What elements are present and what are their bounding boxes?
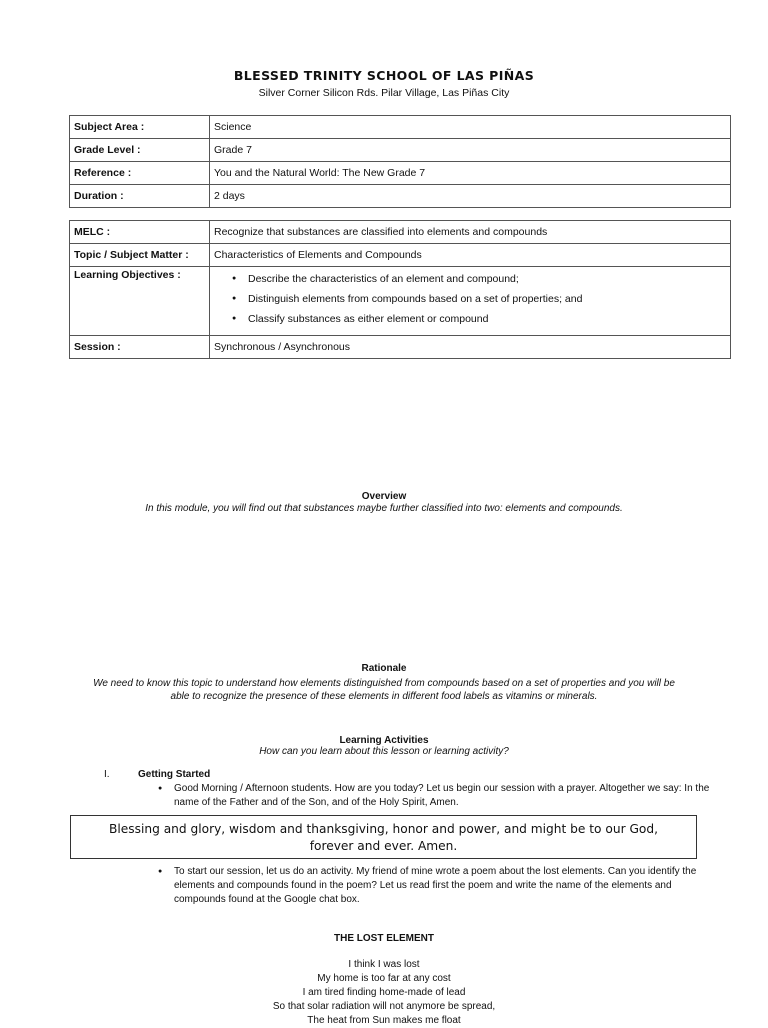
grade-level-value: Grade 7 xyxy=(210,139,731,162)
topic-label: Topic / Subject Matter : xyxy=(70,244,210,267)
subject-area-label: Subject Area : xyxy=(70,116,210,139)
objectives-label: Learning Objectives : xyxy=(70,267,210,336)
table-row xyxy=(70,162,731,185)
subject-info-table xyxy=(69,115,731,208)
poem-line: The heat from Sun makes me float xyxy=(307,1015,461,1026)
overview-heading: Overview xyxy=(361,491,407,502)
rationale-line-1: We need to know this topic to understand how elements distinguished from compounds based on a set of properties and you will be xyxy=(93,678,675,689)
table-row xyxy=(70,267,731,336)
learning-activities-section xyxy=(40,735,728,757)
duration-value: 2 days xyxy=(210,185,731,208)
table-row xyxy=(70,116,731,139)
list-item: ● Classify substances as either element or compound xyxy=(232,309,726,329)
prayer-line-2: forever and ever. Amen. xyxy=(309,839,458,853)
objectives-list xyxy=(214,269,726,329)
objectives-cell xyxy=(210,267,731,336)
poem-line: I am tired finding home-made of lead xyxy=(302,987,466,998)
list-item: ● Describe the characteristics of an element and compound; xyxy=(232,269,726,289)
greeting-paragraph: ● Good Morning / Afternoon students. How are you today? Let us begin our session with a prayer. Altogether we say: In the name of the Father and of the Son, and of the Holy Spirit, Amen. xyxy=(158,782,714,810)
learning-activities-heading: Learning Activities xyxy=(339,735,429,746)
reference-value: You and the Natural World: The New Grade 7 xyxy=(210,162,731,185)
topic-value: Characteristics of Elements and Compounds xyxy=(210,244,731,267)
table-row xyxy=(70,185,731,208)
duration-label: Duration : xyxy=(70,185,210,208)
table-row xyxy=(70,244,731,267)
getting-started-heading xyxy=(104,769,210,780)
melc-value: Recognize that substances are classified into elements and compounds xyxy=(210,221,731,244)
rationale-heading: Rationale xyxy=(361,663,407,674)
lesson-info-table xyxy=(69,220,731,359)
poem-body xyxy=(0,958,768,1028)
melc-label: MELC : xyxy=(70,221,210,244)
school-name: BLESSED TRINITY SCHOOL OF LAS PIÑAS xyxy=(233,68,535,83)
school-address: Silver Corner Silicon Rds. Pilar Village, Las Piñas City xyxy=(258,87,510,99)
poem-title: THE LOST ELEMENT xyxy=(334,933,434,944)
section-number: I. xyxy=(104,769,110,780)
prayer-line-1: Blessing and glory, wisdom and thanksgiving, honor and power, and might be to our God, xyxy=(109,822,658,836)
reference-label: Reference : xyxy=(70,162,210,185)
learning-activities-question: How can you learn about this lesson or learning activity? xyxy=(259,746,509,757)
overview-text: In this module, you will find out that substances maybe further classified into two: elements and compounds. xyxy=(145,503,623,514)
table-row xyxy=(70,221,731,244)
table-row xyxy=(70,139,731,162)
rationale-section xyxy=(40,662,728,703)
poem-line: I think I was lost xyxy=(348,959,420,970)
subject-area-value: Science xyxy=(210,116,731,139)
grade-level-label: Grade Level : xyxy=(70,139,210,162)
list-item: ● Distinguish elements from compounds based on a set of properties; and xyxy=(232,289,726,309)
rationale-line-2: able to recognize the presence of these elements in different food labels as vitamins or minerals. xyxy=(170,691,598,702)
session-value: Synchronous / Asynchronous xyxy=(210,336,731,359)
section-title: Getting Started xyxy=(138,769,211,780)
table-row xyxy=(70,336,731,359)
poem-line: My home is too far at any cost xyxy=(317,973,451,984)
overview-section xyxy=(40,491,728,514)
activity-paragraph: ● To start our session, let us do an activity. My friend of mine wrote a poem about the lost elements. Can you identify the elements and compounds found in the poem? Let us read first the poem and write the name of the elements and compounds found at the Google chat box. xyxy=(158,865,714,907)
session-label: Session : xyxy=(70,336,210,359)
poem-line: So that solar radiation will not anymore be spread, xyxy=(272,1001,496,1012)
prayer-box xyxy=(70,815,697,859)
